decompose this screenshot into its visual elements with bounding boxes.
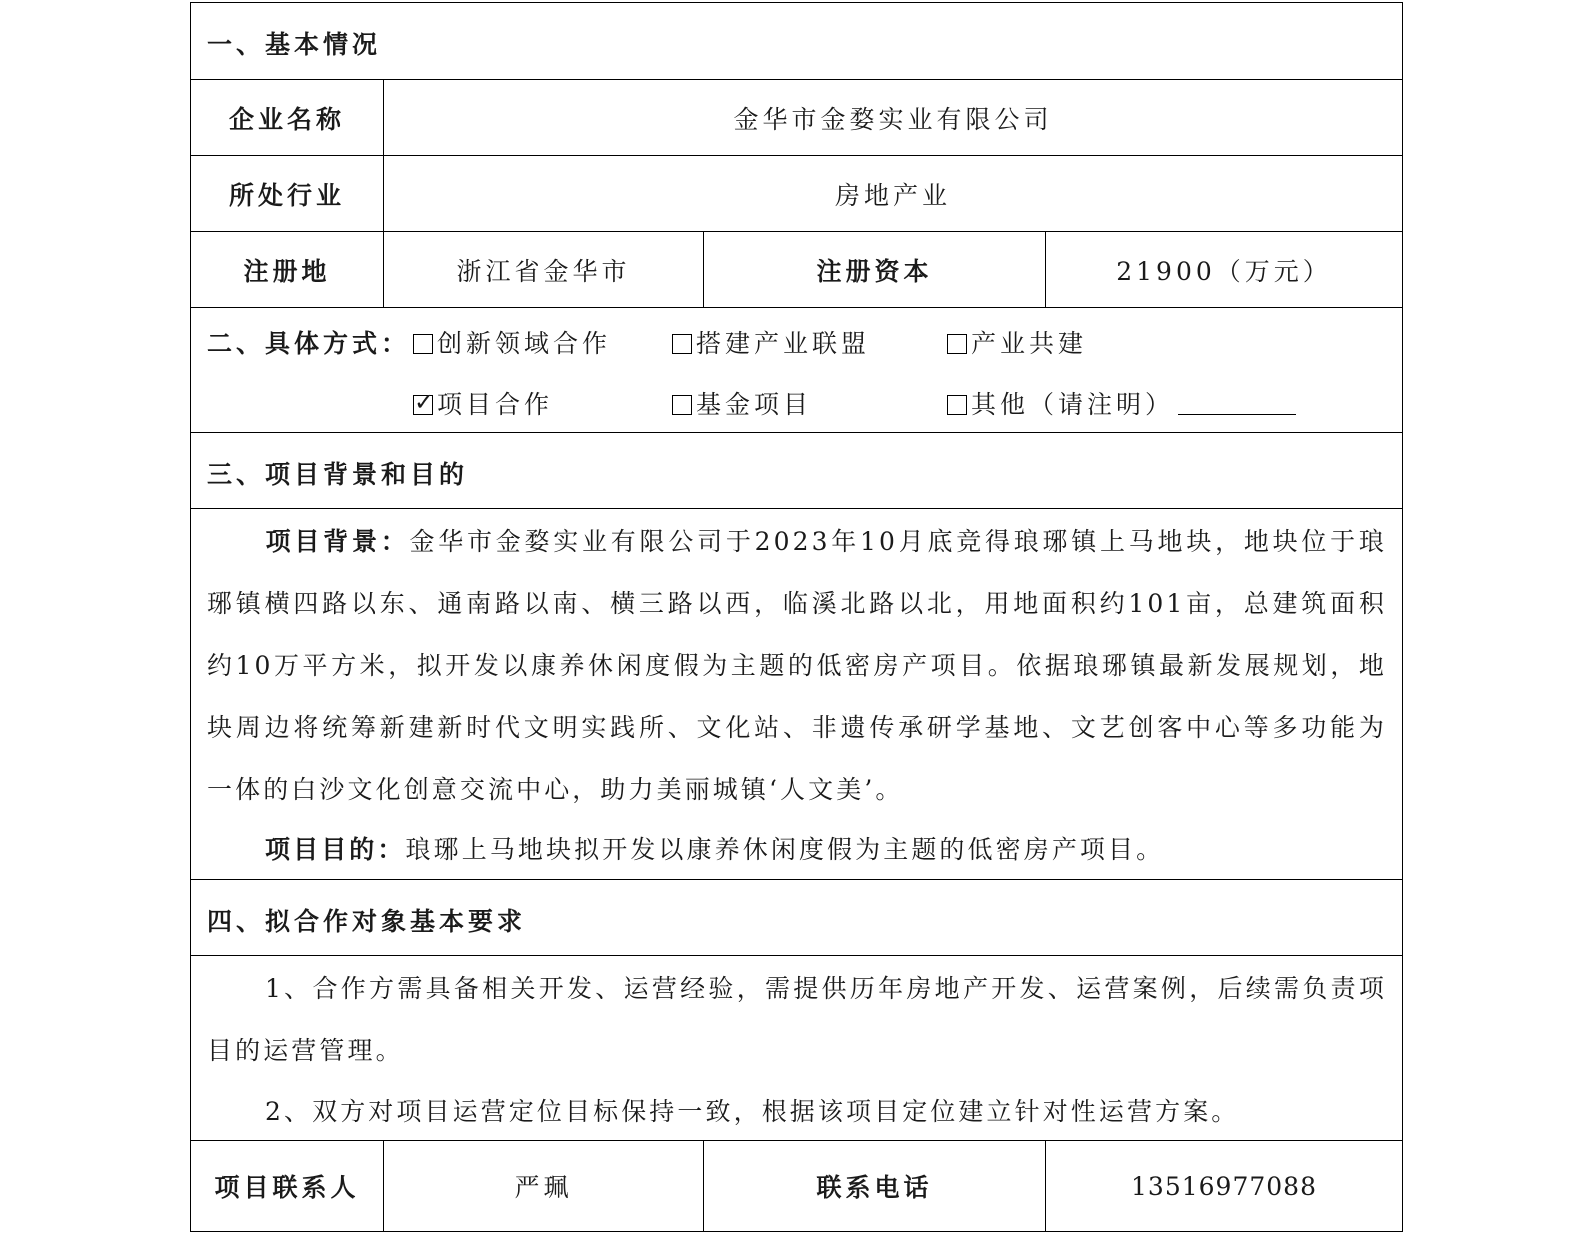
option-co-construction[interactable] — [947, 324, 1087, 360]
section2-title: 二、具体方式： — [207, 329, 411, 358]
option-label: 搭建产业联盟 — [696, 329, 871, 358]
company-row — [191, 80, 1402, 156]
option-label: 创新领域合作 — [437, 329, 612, 358]
requirement-2-text: 2、双方对项目运营定位目标保持一致，根据该项目定位建立针对性运营方案。 — [265, 1097, 1240, 1126]
company-value: 金华市金婺实业有限公司 — [383, 80, 1402, 155]
section4-body-row — [191, 956, 1402, 1141]
reg-place-label: 注册地 — [243, 256, 331, 286]
section2-row — [191, 308, 1402, 433]
checkbox-unchecked-icon[interactable] — [672, 334, 692, 354]
requirement-2 — [207, 1081, 1387, 1143]
industry-row — [191, 156, 1402, 232]
company-label: 企业名称 — [228, 104, 345, 134]
checkbox-unchecked-icon[interactable] — [413, 334, 433, 354]
option-label: 其他（请注明） — [971, 390, 1175, 419]
section1-row — [191, 3, 1402, 80]
purpose-paragraph — [207, 819, 1387, 881]
section4-title-row — [191, 880, 1402, 956]
checkbox-unchecked-icon[interactable] — [947, 334, 967, 354]
option-innovation[interactable] — [413, 324, 611, 360]
reg-place-value: 浙江省金华市 — [383, 232, 703, 307]
checkbox-unchecked-icon[interactable] — [672, 395, 692, 415]
other-blank-field[interactable] — [1178, 392, 1296, 415]
background-label: 项目背景： — [265, 527, 410, 556]
contact-person-label: 项目联系人 — [214, 1173, 360, 1202]
purpose-label: 项目目的： — [265, 835, 406, 864]
requirement-1 — [207, 958, 1387, 1082]
checkbox-checked-icon[interactable] — [413, 395, 433, 415]
contact-person-value: 严珮 — [383, 1141, 703, 1231]
section3-title-row — [191, 433, 1402, 509]
industry-label: 所处行业 — [228, 180, 345, 210]
section4-title: 四、拟合作对象基本要求 — [207, 907, 527, 936]
reg-capital-label: 注册资本 — [703, 232, 1045, 307]
option-label: 产业共建 — [971, 329, 1088, 358]
contact-row — [191, 1141, 1402, 1231]
project-form-table — [190, 2, 1403, 1232]
purpose-text: 琅琊上马地块拟开发以康养休闲度假为主题的低密房产项目。 — [405, 835, 1165, 864]
requirement-1-text: 1、合作方需具备相关开发、运营经验，需提供历年房地产开发、运营案例，后续需负责项目的运营管理。 — [207, 974, 1387, 1065]
option-label: 基金项目 — [696, 390, 813, 419]
industry-value: 房地产业 — [383, 156, 1402, 231]
reg-capital-value: 21900（万元） — [1045, 232, 1402, 307]
checkbox-unchecked-icon[interactable] — [947, 395, 967, 415]
registration-row — [191, 232, 1402, 308]
section3-title: 三、项目背景和目的 — [207, 460, 469, 489]
section1-title: 一、基本情况 — [207, 30, 382, 59]
option-label: 项目合作 — [437, 390, 554, 419]
contact-phone-value: 13516977088 — [1045, 1141, 1402, 1231]
option-project-cooperation[interactable] — [413, 385, 553, 421]
background-paragraph — [207, 511, 1387, 821]
contact-phone-label: 联系电话 — [703, 1141, 1045, 1231]
background-text: 金华市金婺实业有限公司于2023年10月底竞得琅琊镇上马地块，地块位于琅琊镇横四路以东、通南路以南、横三路以西，临溪北路以北，用地面积约101亩，总建筑面积约10万平方米，拟开发以康养休闲度假为主题的低密房产项目。依据琅琊镇最新发展规划，地块周边将统筹新建新时代文明实践所、文化站、非遗传承研学基地、文艺创客中心等多功能为一体的白沙文化创意交流中心，助力美丽城镇‘人文美’。 — [207, 527, 1387, 804]
option-fund-project[interactable] — [672, 385, 812, 421]
option-other[interactable] — [947, 385, 1296, 421]
option-industry-alliance[interactable] — [672, 324, 870, 360]
section3-body-row — [191, 509, 1402, 880]
